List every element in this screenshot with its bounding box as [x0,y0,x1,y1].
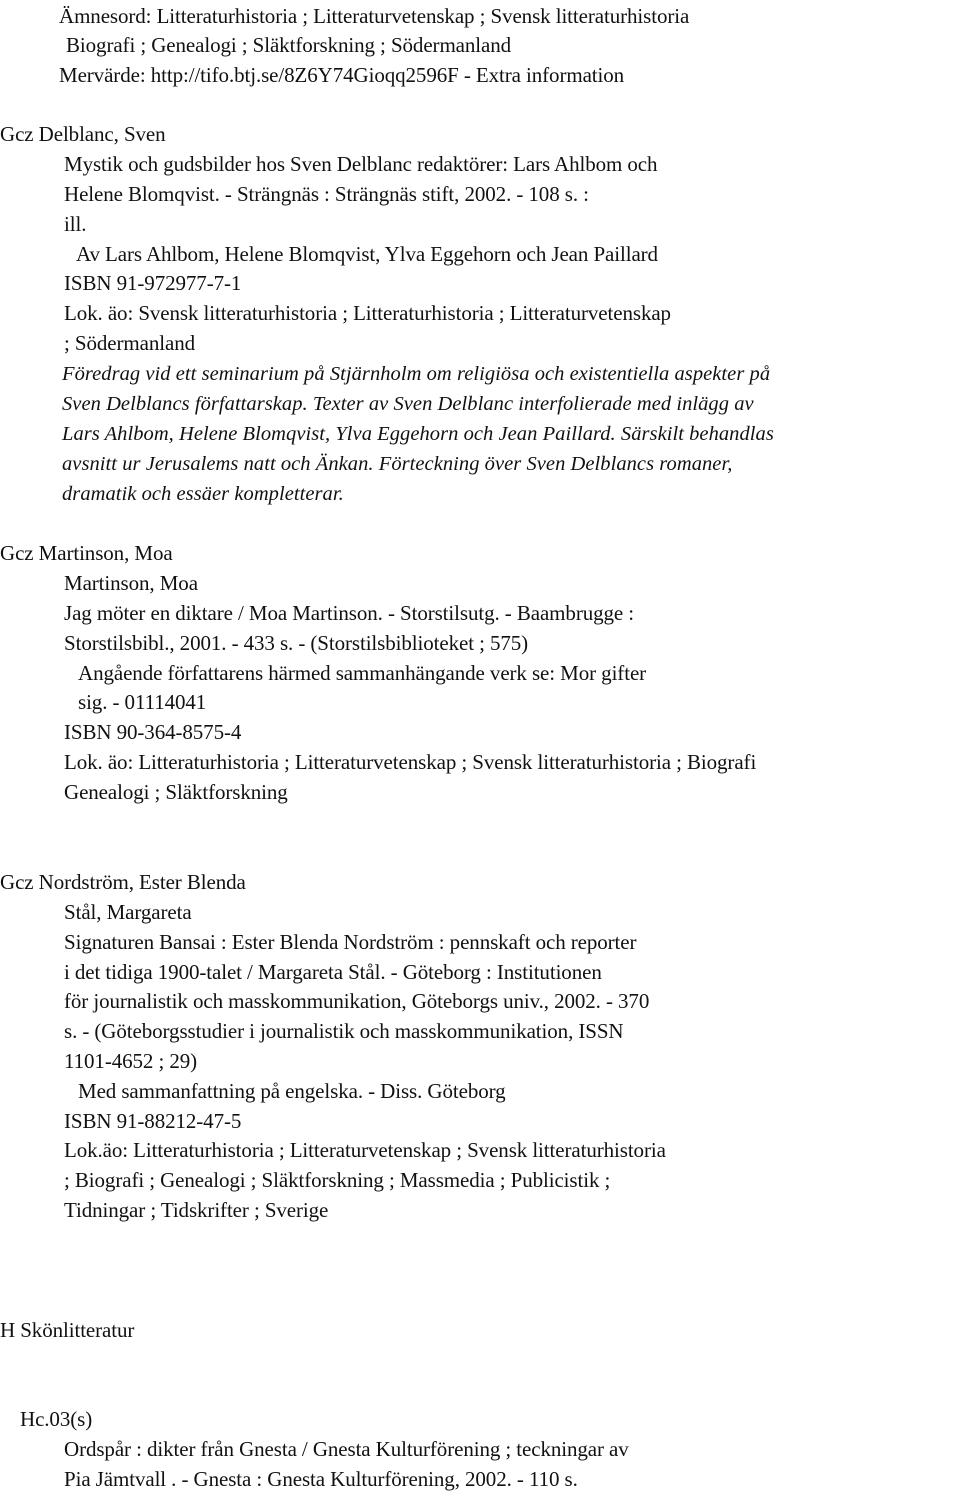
text-line: Genealogi ; Släktforskning [64,780,288,804]
text-line: Mystik och gudsbilder hos Sven Delblanc redaktörer: Lars Ahlbom och [64,152,658,176]
text-line: Ordspår : dikter från Gnesta / Gnesta Kulturförening ; teckningar av [64,1437,629,1461]
text-line: ISBN 91-88212-47-5 [64,1109,242,1133]
entry-heading: Gcz Martinson, Moa [0,541,173,565]
text-line: ISBN 90-364-8575-4 [64,720,242,744]
text-line: Biografi ; Genealogi ; Släktforskning ; Södermanland [66,33,512,57]
abstract-line: Sven Delblancs författarskap. Texter av Sven Delblanc interfolierade med inlägg av [62,393,754,415]
abstract-line: avsnitt ur Jerusalems natt och Änkan. Förteckning över Sven Delblancs romaner, [62,453,733,475]
text-line: sig. - 01114041 [78,690,207,714]
text-line: i det tidiga 1900-talet / Margareta Stål. - Göteborg : Institutionen [64,960,602,984]
text-line: Jag möter en diktare / Moa Martinson. - Storstilsutg. - Baambrugge : [64,601,635,625]
text-line: Mervärde: http://tifo.btj.se/8Z6Y74Gioqq2596F - Extra information [59,63,625,87]
abstract-line: dramatik och essäer kompletterar. [62,483,344,505]
text-line: Martinson, Moa [64,571,198,595]
text-line: s. - (Göteborgsstudier i journalistik och masskommunikation, ISSN [64,1019,624,1043]
text-line: ISBN 91-972977-7-1 [64,271,242,295]
text-line: för journalistik och masskommunikation, Göteborgs univ., 2002. - 370 [64,989,650,1013]
abstract-line: Lars Ahlbom, Helene Blomqvist, Ylva Eggehorn och Jean Paillard. Särskilt behandlas [62,423,774,445]
entry-heading: Gcz Delblanc, Sven [0,122,166,146]
text-line: Med sammanfattning på engelska. - Diss. Göteborg [78,1079,506,1103]
text-line: Storstilsbibl., 2001. - 433 s. - (Storstilsbiblioteket ; 575) [64,631,529,655]
text-line: Lok.äo: Litteraturhistoria ; Litteraturvetenskap ; Svensk litteraturhistoria [64,1138,666,1162]
entry-heading: Hc.03(s) [20,1407,93,1431]
entry-heading: Gcz Nordström, Ester Blenda [0,870,246,894]
text-line: Tidningar ; Tidskrifter ; Sverige [64,1198,329,1222]
text-line: Stål, Margareta [64,900,192,924]
text-line: Helene Blomqvist. - Strängnäs : Strängnäs stift, 2002. - 108 s. : [64,182,589,206]
text-line: ; Biografi ; Genealogi ; Släktforskning ; Massmedia ; Publicistik ; [64,1168,611,1192]
abstract-line: Föredrag vid ett seminarium på Stjärnholm om religiösa och existentiella aspekter på [62,363,771,385]
text-line: 1101-4652 ; 29) [64,1049,198,1073]
text-line: Angående författarens härmed sammanhängande verk se: Mor gifter [78,661,647,685]
text-line: Av Lars Ahlbom, Helene Blomqvist, Ylva Eggehorn och Jean Paillard [76,242,658,266]
text-line: ; Södermanland [64,331,195,355]
text-line: Ämnesord: Litteraturhistoria ; Litteraturvetenskap ; Svensk litteraturhistoria [59,4,690,28]
text-line: Pia Jämtvall . - Gnesta : Gnesta Kulturförening, 2002. - 110 s. [64,1467,578,1491]
text-line: Lok. äo: Svensk litteraturhistoria ; Litteraturhistoria ; Litteraturvetenskap [64,301,671,325]
section-heading: H Skönlitteratur [0,1318,135,1342]
text-line: Signaturen Bansai : Ester Blenda Nordström : pennskaft och reporter [64,930,637,954]
text-line: Lok. äo: Litteraturhistoria ; Litteraturvetenskap ; Svensk litteraturhistoria ; Biografi [64,750,757,774]
text-line: ill. [64,212,87,236]
